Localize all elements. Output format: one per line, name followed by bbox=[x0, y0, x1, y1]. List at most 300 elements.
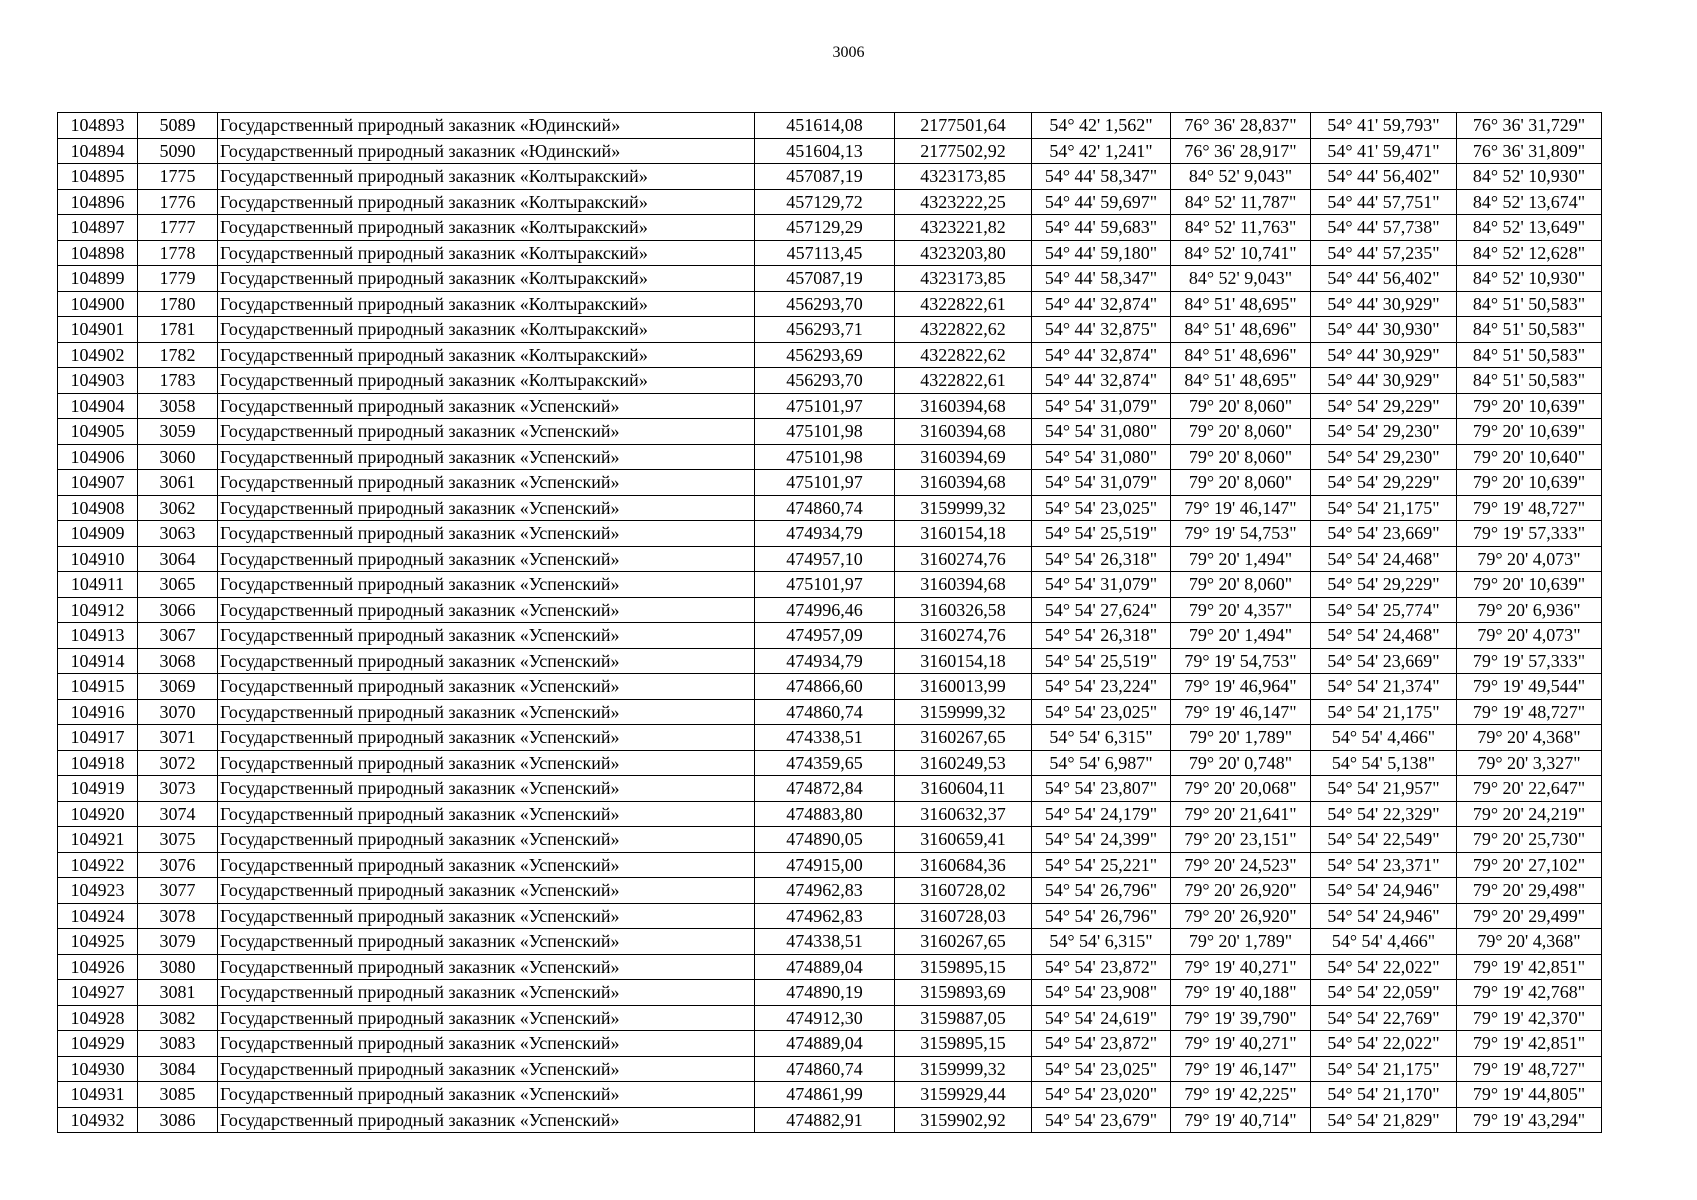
table-row bbox=[58, 546, 1602, 572]
longitude-alt-cell: 79° 20' 4,368" bbox=[1457, 725, 1602, 751]
latitude-cell: 54° 54' 23,020" bbox=[1032, 1082, 1171, 1108]
row-id-cell: 104927 bbox=[58, 980, 138, 1006]
table-row bbox=[58, 572, 1602, 598]
latitude-cell: 54° 54' 23,679" bbox=[1032, 1107, 1171, 1133]
latitude-alt-cell: 54° 54' 29,229" bbox=[1311, 393, 1457, 419]
x-coordinate-cell: 456293,70 bbox=[755, 368, 895, 394]
row-id-cell: 104903 bbox=[58, 368, 138, 394]
point-number-cell: 1781 bbox=[138, 317, 218, 343]
latitude-cell: 54° 54' 24,399" bbox=[1032, 827, 1171, 853]
latitude-cell: 54° 54' 31,079" bbox=[1032, 393, 1171, 419]
latitude-alt-cell: 54° 54' 21,829" bbox=[1311, 1107, 1457, 1133]
latitude-alt-cell: 54° 54' 22,549" bbox=[1311, 827, 1457, 853]
y-coordinate-cell: 2177501,64 bbox=[895, 113, 1032, 139]
coordinates-table bbox=[57, 112, 1602, 1133]
latitude-cell: 54° 54' 23,025" bbox=[1032, 495, 1171, 521]
reserve-name-cell: Государственный природный заказник «Успенский» bbox=[218, 699, 755, 725]
table-row bbox=[58, 419, 1602, 445]
row-id-cell: 104907 bbox=[58, 470, 138, 496]
latitude-cell: 54° 44' 59,697" bbox=[1032, 189, 1171, 215]
table-row bbox=[58, 291, 1602, 317]
point-number-cell: 3080 bbox=[138, 954, 218, 980]
x-coordinate-cell: 457113,45 bbox=[755, 240, 895, 266]
latitude-alt-cell: 54° 54' 29,230" bbox=[1311, 419, 1457, 445]
table-row bbox=[58, 342, 1602, 368]
longitude-cell: 84° 52' 9,043" bbox=[1171, 266, 1311, 292]
latitude-cell: 54° 54' 31,080" bbox=[1032, 419, 1171, 445]
latitude-alt-cell: 54° 54' 21,175" bbox=[1311, 495, 1457, 521]
longitude-alt-cell: 79° 20' 10,639" bbox=[1457, 419, 1602, 445]
table-row bbox=[58, 164, 1602, 190]
y-coordinate-cell: 3159893,69 bbox=[895, 980, 1032, 1006]
row-id-cell: 104910 bbox=[58, 546, 138, 572]
x-coordinate-cell: 457129,72 bbox=[755, 189, 895, 215]
latitude-cell: 54° 54' 6,987" bbox=[1032, 750, 1171, 776]
reserve-name-cell: Государственный природный заказник «Успенский» bbox=[218, 674, 755, 700]
y-coordinate-cell: 3160728,02 bbox=[895, 878, 1032, 904]
latitude-cell: 54° 54' 26,318" bbox=[1032, 623, 1171, 649]
latitude-alt-cell: 54° 41' 59,793" bbox=[1311, 113, 1457, 139]
longitude-cell: 76° 36' 28,837" bbox=[1171, 113, 1311, 139]
table-row bbox=[58, 699, 1602, 725]
table-row bbox=[58, 648, 1602, 674]
x-coordinate-cell: 474860,74 bbox=[755, 1056, 895, 1082]
reserve-name-cell: Государственный природный заказник «Успенский» bbox=[218, 1005, 755, 1031]
x-coordinate-cell: 475101,97 bbox=[755, 470, 895, 496]
longitude-alt-cell: 79° 20' 4,073" bbox=[1457, 546, 1602, 572]
longitude-cell: 79° 20' 8,060" bbox=[1171, 393, 1311, 419]
table-row bbox=[58, 776, 1602, 802]
x-coordinate-cell: 475101,98 bbox=[755, 444, 895, 470]
latitude-cell: 54° 54' 26,796" bbox=[1032, 878, 1171, 904]
y-coordinate-cell: 4322822,61 bbox=[895, 368, 1032, 394]
longitude-alt-cell: 79° 19' 49,544" bbox=[1457, 674, 1602, 700]
latitude-alt-cell: 54° 44' 30,929" bbox=[1311, 368, 1457, 394]
y-coordinate-cell: 3160267,65 bbox=[895, 929, 1032, 955]
table-row bbox=[58, 878, 1602, 904]
point-number-cell: 1777 bbox=[138, 215, 218, 241]
latitude-cell: 54° 54' 23,872" bbox=[1032, 954, 1171, 980]
longitude-cell: 79° 20' 1,789" bbox=[1171, 929, 1311, 955]
longitude-alt-cell: 79° 20' 10,639" bbox=[1457, 470, 1602, 496]
reserve-name-cell: Государственный природный заказник «Колтыракский» bbox=[218, 342, 755, 368]
x-coordinate-cell: 474957,09 bbox=[755, 623, 895, 649]
row-id-cell: 104923 bbox=[58, 878, 138, 904]
table-row bbox=[58, 113, 1602, 139]
table-row bbox=[58, 1005, 1602, 1031]
point-number-cell: 3062 bbox=[138, 495, 218, 521]
reserve-name-cell: Государственный природный заказник «Успенский» bbox=[218, 801, 755, 827]
longitude-cell: 79° 20' 1,494" bbox=[1171, 546, 1311, 572]
point-number-cell: 3065 bbox=[138, 572, 218, 598]
table-row bbox=[58, 393, 1602, 419]
y-coordinate-cell: 4322822,62 bbox=[895, 317, 1032, 343]
longitude-alt-cell: 79° 19' 48,727" bbox=[1457, 699, 1602, 725]
reserve-name-cell: Государственный природный заказник «Успенский» bbox=[218, 393, 755, 419]
longitude-cell: 79° 19' 40,714" bbox=[1171, 1107, 1311, 1133]
row-id-cell: 104921 bbox=[58, 827, 138, 853]
latitude-alt-cell: 54° 54' 4,466" bbox=[1311, 725, 1457, 751]
longitude-alt-cell: 79° 19' 42,851" bbox=[1457, 954, 1602, 980]
x-coordinate-cell: 456293,69 bbox=[755, 342, 895, 368]
y-coordinate-cell: 2177502,92 bbox=[895, 138, 1032, 164]
table-row bbox=[58, 240, 1602, 266]
row-id-cell: 104916 bbox=[58, 699, 138, 725]
table-row bbox=[58, 674, 1602, 700]
latitude-cell: 54° 54' 23,025" bbox=[1032, 699, 1171, 725]
longitude-alt-cell: 79° 20' 24,219" bbox=[1457, 801, 1602, 827]
row-id-cell: 104929 bbox=[58, 1031, 138, 1057]
latitude-cell: 54° 44' 32,874" bbox=[1032, 368, 1171, 394]
x-coordinate-cell: 474359,65 bbox=[755, 750, 895, 776]
reserve-name-cell: Государственный природный заказник «Успенский» bbox=[218, 1107, 755, 1133]
longitude-alt-cell: 79° 20' 10,640" bbox=[1457, 444, 1602, 470]
reserve-name-cell: Государственный природный заказник «Успенский» bbox=[218, 750, 755, 776]
latitude-cell: 54° 54' 23,908" bbox=[1032, 980, 1171, 1006]
row-id-cell: 104913 bbox=[58, 623, 138, 649]
y-coordinate-cell: 3159999,32 bbox=[895, 495, 1032, 521]
longitude-cell: 79° 19' 54,753" bbox=[1171, 521, 1311, 547]
latitude-alt-cell: 54° 54' 29,229" bbox=[1311, 572, 1457, 598]
reserve-name-cell: Государственный природный заказник «Успенский» bbox=[218, 495, 755, 521]
latitude-alt-cell: 54° 54' 21,170" bbox=[1311, 1082, 1457, 1108]
row-id-cell: 104906 bbox=[58, 444, 138, 470]
latitude-alt-cell: 54° 54' 29,230" bbox=[1311, 444, 1457, 470]
longitude-cell: 76° 36' 28,917" bbox=[1171, 138, 1311, 164]
point-number-cell: 1776 bbox=[138, 189, 218, 215]
point-number-cell: 3069 bbox=[138, 674, 218, 700]
reserve-name-cell: Государственный природный заказник «Колтыракский» bbox=[218, 164, 755, 190]
longitude-alt-cell: 79° 19' 42,370" bbox=[1457, 1005, 1602, 1031]
x-coordinate-cell: 474957,10 bbox=[755, 546, 895, 572]
latitude-alt-cell: 54° 54' 24,468" bbox=[1311, 546, 1457, 572]
latitude-alt-cell: 54° 54' 21,175" bbox=[1311, 699, 1457, 725]
reserve-name-cell: Государственный природный заказник «Успенский» bbox=[218, 597, 755, 623]
longitude-alt-cell: 79° 19' 44,805" bbox=[1457, 1082, 1602, 1108]
y-coordinate-cell: 3160604,11 bbox=[895, 776, 1032, 802]
latitude-alt-cell: 54° 41' 59,471" bbox=[1311, 138, 1457, 164]
longitude-cell: 79° 20' 1,494" bbox=[1171, 623, 1311, 649]
row-id-cell: 104918 bbox=[58, 750, 138, 776]
latitude-cell: 54° 54' 23,025" bbox=[1032, 1056, 1171, 1082]
longitude-cell: 84° 52' 10,741" bbox=[1171, 240, 1311, 266]
longitude-alt-cell: 84° 52' 13,674" bbox=[1457, 189, 1602, 215]
row-id-cell: 104898 bbox=[58, 240, 138, 266]
point-number-cell: 3064 bbox=[138, 546, 218, 572]
y-coordinate-cell: 3160326,58 bbox=[895, 597, 1032, 623]
longitude-alt-cell: 84° 51' 50,583" bbox=[1457, 317, 1602, 343]
table-row bbox=[58, 1056, 1602, 1082]
x-coordinate-cell: 474934,79 bbox=[755, 521, 895, 547]
table-row bbox=[58, 495, 1602, 521]
row-id-cell: 104893 bbox=[58, 113, 138, 139]
reserve-name-cell: Государственный природный заказник «Успенский» bbox=[218, 929, 755, 955]
longitude-alt-cell: 79° 19' 43,294" bbox=[1457, 1107, 1602, 1133]
point-number-cell: 3061 bbox=[138, 470, 218, 496]
latitude-alt-cell: 54° 54' 21,374" bbox=[1311, 674, 1457, 700]
table-row bbox=[58, 903, 1602, 929]
row-id-cell: 104896 bbox=[58, 189, 138, 215]
reserve-name-cell: Государственный природный заказник «Колтыракский» bbox=[218, 317, 755, 343]
y-coordinate-cell: 3159895,15 bbox=[895, 954, 1032, 980]
longitude-alt-cell: 79° 20' 25,730" bbox=[1457, 827, 1602, 853]
table-row bbox=[58, 852, 1602, 878]
x-coordinate-cell: 474934,79 bbox=[755, 648, 895, 674]
y-coordinate-cell: 4323222,25 bbox=[895, 189, 1032, 215]
point-number-cell: 3077 bbox=[138, 878, 218, 904]
table-row bbox=[58, 597, 1602, 623]
y-coordinate-cell: 3160394,68 bbox=[895, 393, 1032, 419]
row-id-cell: 104931 bbox=[58, 1082, 138, 1108]
longitude-cell: 79° 19' 42,225" bbox=[1171, 1082, 1311, 1108]
table-row bbox=[58, 801, 1602, 827]
row-id-cell: 104922 bbox=[58, 852, 138, 878]
latitude-alt-cell: 54° 44' 30,929" bbox=[1311, 291, 1457, 317]
point-number-cell: 3078 bbox=[138, 903, 218, 929]
reserve-name-cell: Государственный природный заказник «Колтыракский» bbox=[218, 266, 755, 292]
row-id-cell: 104908 bbox=[58, 495, 138, 521]
longitude-alt-cell: 79° 20' 27,102" bbox=[1457, 852, 1602, 878]
x-coordinate-cell: 475101,97 bbox=[755, 393, 895, 419]
reserve-name-cell: Государственный природный заказник «Колтыракский» bbox=[218, 368, 755, 394]
row-id-cell: 104895 bbox=[58, 164, 138, 190]
longitude-alt-cell: 79° 19' 42,851" bbox=[1457, 1031, 1602, 1057]
longitude-cell: 79° 19' 46,147" bbox=[1171, 699, 1311, 725]
y-coordinate-cell: 4322822,62 bbox=[895, 342, 1032, 368]
row-id-cell: 104925 bbox=[58, 929, 138, 955]
x-coordinate-cell: 457087,19 bbox=[755, 164, 895, 190]
longitude-cell: 84° 52' 9,043" bbox=[1171, 164, 1311, 190]
x-coordinate-cell: 474890,05 bbox=[755, 827, 895, 853]
reserve-name-cell: Государственный природный заказник «Успенский» bbox=[218, 572, 755, 598]
point-number-cell: 3075 bbox=[138, 827, 218, 853]
latitude-alt-cell: 54° 54' 4,466" bbox=[1311, 929, 1457, 955]
x-coordinate-cell: 474861,99 bbox=[755, 1082, 895, 1108]
latitude-alt-cell: 54° 54' 23,669" bbox=[1311, 521, 1457, 547]
x-coordinate-cell: 475101,97 bbox=[755, 572, 895, 598]
reserve-name-cell: Государственный природный заказник «Успенский» bbox=[218, 827, 755, 853]
longitude-cell: 79° 20' 8,060" bbox=[1171, 470, 1311, 496]
table-row bbox=[58, 138, 1602, 164]
y-coordinate-cell: 3159902,92 bbox=[895, 1107, 1032, 1133]
x-coordinate-cell: 474912,30 bbox=[755, 1005, 895, 1031]
latitude-cell: 54° 54' 25,519" bbox=[1032, 648, 1171, 674]
y-coordinate-cell: 3160267,65 bbox=[895, 725, 1032, 751]
longitude-alt-cell: 79° 19' 48,727" bbox=[1457, 1056, 1602, 1082]
point-number-cell: 3071 bbox=[138, 725, 218, 751]
row-id-cell: 104917 bbox=[58, 725, 138, 751]
y-coordinate-cell: 3159887,05 bbox=[895, 1005, 1032, 1031]
x-coordinate-cell: 451604,13 bbox=[755, 138, 895, 164]
x-coordinate-cell: 475101,98 bbox=[755, 419, 895, 445]
longitude-cell: 84° 51' 48,695" bbox=[1171, 291, 1311, 317]
point-number-cell: 3060 bbox=[138, 444, 218, 470]
point-number-cell: 3084 bbox=[138, 1056, 218, 1082]
row-id-cell: 104897 bbox=[58, 215, 138, 241]
reserve-name-cell: Государственный природный заказник «Колтыракский» bbox=[218, 215, 755, 241]
point-number-cell: 5090 bbox=[138, 138, 218, 164]
point-number-cell: 3076 bbox=[138, 852, 218, 878]
reserve-name-cell: Государственный природный заказник «Успенский» bbox=[218, 648, 755, 674]
longitude-alt-cell: 84° 52' 10,930" bbox=[1457, 164, 1602, 190]
longitude-alt-cell: 79° 20' 10,639" bbox=[1457, 572, 1602, 598]
latitude-alt-cell: 54° 54' 23,371" bbox=[1311, 852, 1457, 878]
row-id-cell: 104905 bbox=[58, 419, 138, 445]
latitude-alt-cell: 54° 54' 24,946" bbox=[1311, 878, 1457, 904]
point-number-cell: 3059 bbox=[138, 419, 218, 445]
longitude-cell: 79° 20' 26,920" bbox=[1171, 878, 1311, 904]
longitude-cell: 79° 20' 23,151" bbox=[1171, 827, 1311, 853]
longitude-cell: 79° 20' 1,789" bbox=[1171, 725, 1311, 751]
x-coordinate-cell: 474962,83 bbox=[755, 878, 895, 904]
table-row bbox=[58, 623, 1602, 649]
longitude-alt-cell: 76° 36' 31,729" bbox=[1457, 113, 1602, 139]
y-coordinate-cell: 3160249,53 bbox=[895, 750, 1032, 776]
longitude-cell: 79° 19' 39,790" bbox=[1171, 1005, 1311, 1031]
longitude-alt-cell: 76° 36' 31,809" bbox=[1457, 138, 1602, 164]
x-coordinate-cell: 474866,60 bbox=[755, 674, 895, 700]
table-row bbox=[58, 444, 1602, 470]
point-number-cell: 1778 bbox=[138, 240, 218, 266]
longitude-cell: 79° 19' 40,271" bbox=[1171, 954, 1311, 980]
x-coordinate-cell: 474890,19 bbox=[755, 980, 895, 1006]
row-id-cell: 104899 bbox=[58, 266, 138, 292]
longitude-alt-cell: 84° 51' 50,583" bbox=[1457, 342, 1602, 368]
x-coordinate-cell: 474996,46 bbox=[755, 597, 895, 623]
latitude-cell: 54° 54' 27,624" bbox=[1032, 597, 1171, 623]
latitude-cell: 54° 54' 26,318" bbox=[1032, 546, 1171, 572]
longitude-cell: 79° 19' 40,188" bbox=[1171, 980, 1311, 1006]
x-coordinate-cell: 474915,00 bbox=[755, 852, 895, 878]
reserve-name-cell: Государственный природный заказник «Успенский» bbox=[218, 546, 755, 572]
point-number-cell: 3058 bbox=[138, 393, 218, 419]
longitude-alt-cell: 84° 51' 50,583" bbox=[1457, 368, 1602, 394]
x-coordinate-cell: 451614,08 bbox=[755, 113, 895, 139]
x-coordinate-cell: 474860,74 bbox=[755, 699, 895, 725]
longitude-alt-cell: 79° 20' 10,639" bbox=[1457, 393, 1602, 419]
reserve-name-cell: Государственный природный заказник «Успенский» bbox=[218, 1056, 755, 1082]
x-coordinate-cell: 474882,91 bbox=[755, 1107, 895, 1133]
longitude-alt-cell: 84° 52' 13,649" bbox=[1457, 215, 1602, 241]
row-id-cell: 104926 bbox=[58, 954, 138, 980]
point-number-cell: 3083 bbox=[138, 1031, 218, 1057]
reserve-name-cell: Государственный природный заказник «Успенский» bbox=[218, 776, 755, 802]
row-id-cell: 104930 bbox=[58, 1056, 138, 1082]
page-number: 3006 bbox=[832, 44, 865, 61]
latitude-alt-cell: 54° 44' 56,402" bbox=[1311, 164, 1457, 190]
table-row bbox=[58, 954, 1602, 980]
latitude-alt-cell: 54° 54' 25,774" bbox=[1311, 597, 1457, 623]
y-coordinate-cell: 3160394,68 bbox=[895, 470, 1032, 496]
row-id-cell: 104911 bbox=[58, 572, 138, 598]
latitude-alt-cell: 54° 54' 22,022" bbox=[1311, 954, 1457, 980]
longitude-alt-cell: 79° 20' 29,499" bbox=[1457, 903, 1602, 929]
row-id-cell: 104900 bbox=[58, 291, 138, 317]
y-coordinate-cell: 3160659,41 bbox=[895, 827, 1032, 853]
row-id-cell: 104894 bbox=[58, 138, 138, 164]
y-coordinate-cell: 3160274,76 bbox=[895, 623, 1032, 649]
reserve-name-cell: Государственный природный заказник «Успенский» bbox=[218, 1031, 755, 1057]
longitude-alt-cell: 79° 20' 29,498" bbox=[1457, 878, 1602, 904]
reserve-name-cell: Государственный природный заказник «Успенский» bbox=[218, 980, 755, 1006]
y-coordinate-cell: 3159999,32 bbox=[895, 1056, 1032, 1082]
latitude-cell: 54° 54' 23,807" bbox=[1032, 776, 1171, 802]
longitude-cell: 79° 19' 46,147" bbox=[1171, 495, 1311, 521]
latitude-alt-cell: 54° 54' 29,229" bbox=[1311, 470, 1457, 496]
reserve-name-cell: Государственный природный заказник «Колтыракский» bbox=[218, 189, 755, 215]
row-id-cell: 104912 bbox=[58, 597, 138, 623]
point-number-cell: 5089 bbox=[138, 113, 218, 139]
y-coordinate-cell: 4323173,85 bbox=[895, 266, 1032, 292]
latitude-cell: 54° 44' 58,347" bbox=[1032, 266, 1171, 292]
point-number-cell: 1779 bbox=[138, 266, 218, 292]
reserve-name-cell: Государственный природный заказник «Юдинский» bbox=[218, 113, 755, 139]
x-coordinate-cell: 456293,70 bbox=[755, 291, 895, 317]
latitude-cell: 54° 54' 6,315" bbox=[1032, 929, 1171, 955]
table-row bbox=[58, 317, 1602, 343]
x-coordinate-cell: 456293,71 bbox=[755, 317, 895, 343]
reserve-name-cell: Государственный природный заказник «Успенский» bbox=[218, 878, 755, 904]
reserve-name-cell: Государственный природный заказник «Успенский» bbox=[218, 1082, 755, 1108]
longitude-alt-cell: 79° 20' 4,073" bbox=[1457, 623, 1602, 649]
table-body bbox=[58, 113, 1602, 1133]
y-coordinate-cell: 4323173,85 bbox=[895, 164, 1032, 190]
latitude-alt-cell: 54° 44' 30,930" bbox=[1311, 317, 1457, 343]
y-coordinate-cell: 3159929,44 bbox=[895, 1082, 1032, 1108]
longitude-cell: 79° 20' 0,748" bbox=[1171, 750, 1311, 776]
longitude-alt-cell: 79° 20' 22,647" bbox=[1457, 776, 1602, 802]
longitude-cell: 79° 20' 21,641" bbox=[1171, 801, 1311, 827]
latitude-cell: 54° 44' 59,683" bbox=[1032, 215, 1171, 241]
y-coordinate-cell: 3160632,37 bbox=[895, 801, 1032, 827]
row-id-cell: 104902 bbox=[58, 342, 138, 368]
x-coordinate-cell: 457129,29 bbox=[755, 215, 895, 241]
longitude-cell: 84° 52' 11,787" bbox=[1171, 189, 1311, 215]
point-number-cell: 3068 bbox=[138, 648, 218, 674]
row-id-cell: 104920 bbox=[58, 801, 138, 827]
latitude-alt-cell: 54° 54' 22,329" bbox=[1311, 801, 1457, 827]
point-number-cell: 3067 bbox=[138, 623, 218, 649]
latitude-alt-cell: 54° 54' 5,138" bbox=[1311, 750, 1457, 776]
longitude-cell: 79° 20' 26,920" bbox=[1171, 903, 1311, 929]
latitude-cell: 54° 54' 24,619" bbox=[1032, 1005, 1171, 1031]
latitude-cell: 54° 44' 59,180" bbox=[1032, 240, 1171, 266]
row-id-cell: 104901 bbox=[58, 317, 138, 343]
y-coordinate-cell: 3160394,69 bbox=[895, 444, 1032, 470]
longitude-cell: 79° 19' 46,964" bbox=[1171, 674, 1311, 700]
table-row bbox=[58, 827, 1602, 853]
x-coordinate-cell: 474860,74 bbox=[755, 495, 895, 521]
latitude-alt-cell: 54° 54' 22,022" bbox=[1311, 1031, 1457, 1057]
point-number-cell: 3082 bbox=[138, 1005, 218, 1031]
point-number-cell: 3066 bbox=[138, 597, 218, 623]
latitude-alt-cell: 54° 54' 24,946" bbox=[1311, 903, 1457, 929]
longitude-alt-cell: 79° 20' 3,327" bbox=[1457, 750, 1602, 776]
point-number-cell: 1782 bbox=[138, 342, 218, 368]
longitude-cell: 79° 19' 54,753" bbox=[1171, 648, 1311, 674]
latitude-cell: 54° 44' 32,874" bbox=[1032, 291, 1171, 317]
latitude-alt-cell: 54° 54' 24,468" bbox=[1311, 623, 1457, 649]
latitude-alt-cell: 54° 44' 57,738" bbox=[1311, 215, 1457, 241]
table-row bbox=[58, 1082, 1602, 1108]
row-id-cell: 104915 bbox=[58, 674, 138, 700]
latitude-cell: 54° 42' 1,241" bbox=[1032, 138, 1171, 164]
latitude-cell: 54° 44' 32,874" bbox=[1032, 342, 1171, 368]
x-coordinate-cell: 474962,83 bbox=[755, 903, 895, 929]
y-coordinate-cell: 3160684,36 bbox=[895, 852, 1032, 878]
y-coordinate-cell: 3159895,15 bbox=[895, 1031, 1032, 1057]
point-number-cell: 3063 bbox=[138, 521, 218, 547]
